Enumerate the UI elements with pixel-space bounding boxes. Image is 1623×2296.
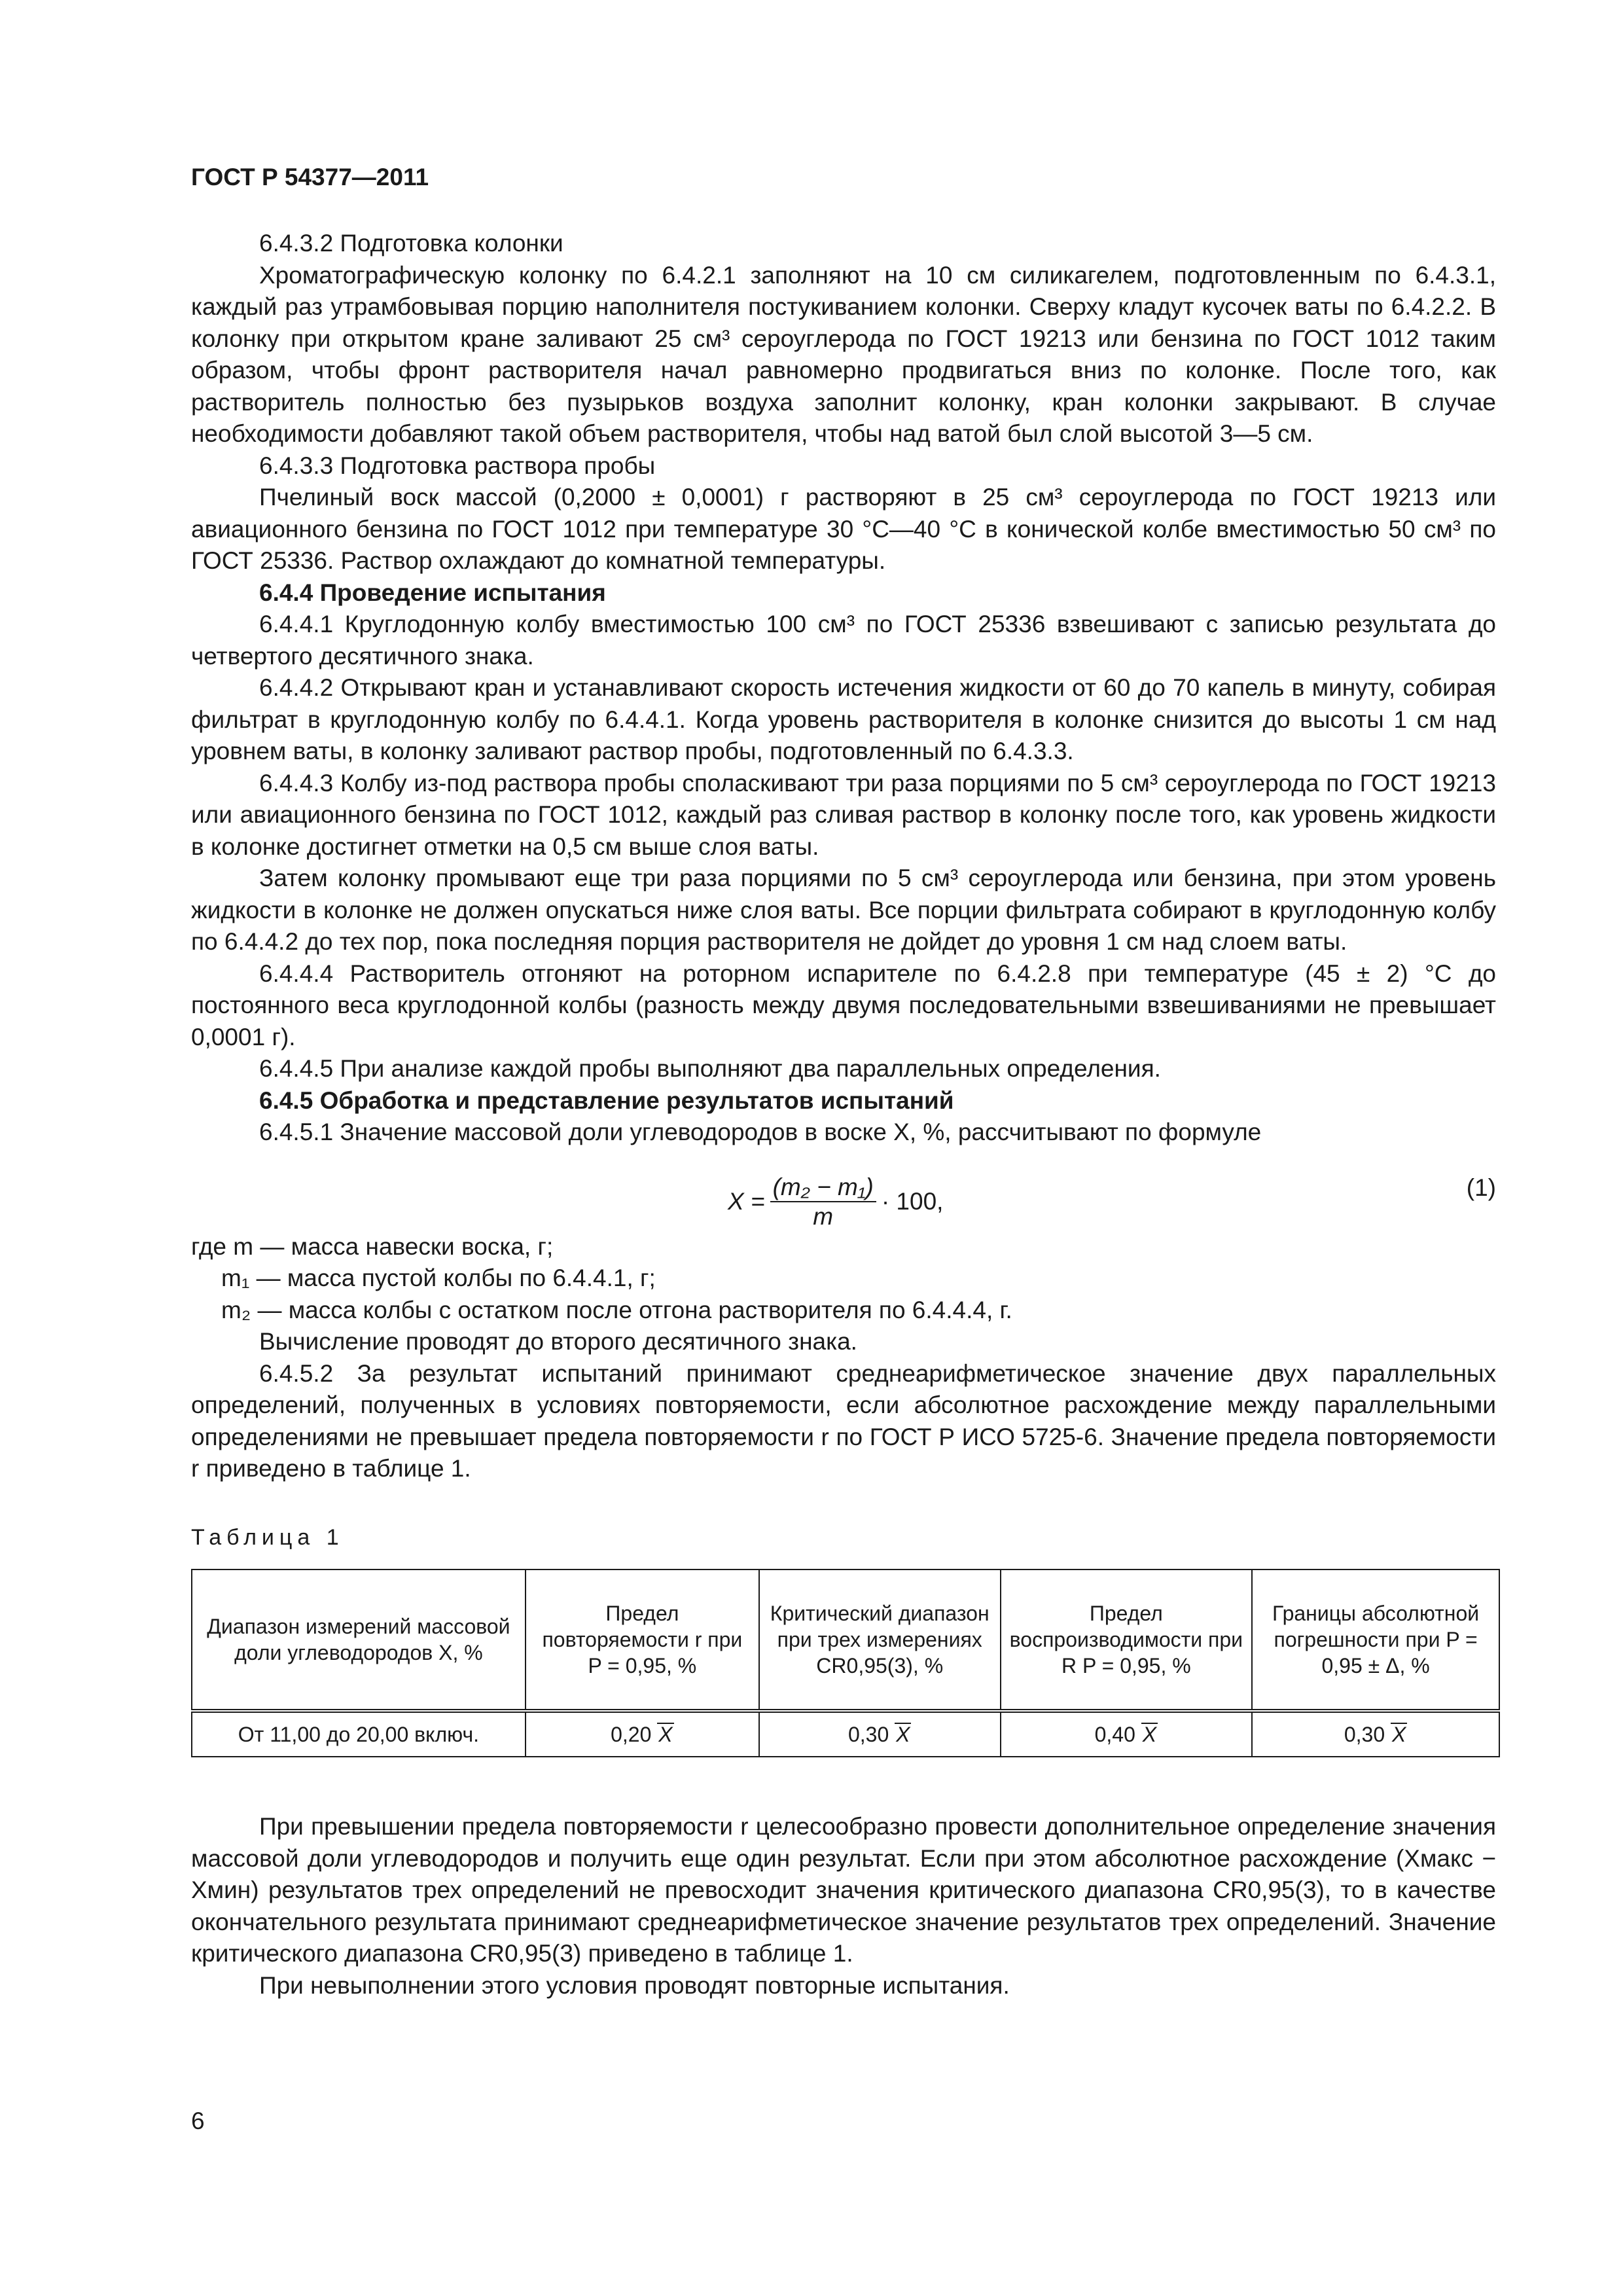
formula-1 <box>191 1155 1496 1230</box>
formula-numerator: (m₂ − m₁) <box>770 1174 876 1202</box>
cell-error-bounds: 0,30 X <box>1252 1711 1499 1757</box>
formula-rhs: · 100, <box>881 1188 944 1215</box>
x-bar-symbol: X <box>1142 1723 1157 1746</box>
header-range: Диапазон измерений массовой доли углеводородов X, % <box>192 1570 526 1711</box>
paragraph-repeat-tests: При невыполнении этого условия проводят повторные испытания. <box>259 1971 1010 1999</box>
legend-m1: m₁ — масса пустой колбы по 6.4.4.1, г; <box>221 1265 656 1291</box>
paragraph-6-4-4-2: 6.4.4.2 Открывают кран и устанавливают скорость истечения жидкости от 60 до 70 капель в минуту, собирая фильтрат в круглодонную колбу по 6.4.4.1. Когда уровень растворителя в колонке снизится до высоты 1 см над уровнем ваты, в колонку заливают раствор пробы, подготовленный по 6.4.3.3. <box>191 674 1496 764</box>
page-number: 6 <box>191 2108 205 2134</box>
paragraph-6-4-4-4: 6.4.4.4 Растворитель отгоняют на роторном испарителе по 6.4.2.8 при температуре (45 ± 2) °С до постоянного веса круглодонной колбы (разность между двумя последовательными взвешиваниями не превышает 0,0001 г). <box>191 960 1496 1050</box>
legend-m: где m — масса навески воска, г; <box>191 1232 554 1260</box>
cell-reproducibility: 0,40 X <box>1001 1711 1253 1757</box>
paragraph-6-4-4-3: 6.4.4.3 Колбу из-под раствора пробы споласкивают три раза порциями по 5 см³ сероуглерода по ГОСТ 19213 или авиационного бензина по ГОСТ 1012, каждый раз сливая раствор в колонку после того, как уровень жидкости в колонке достигнет отметки на 0,5 см выше слоя ваты. <box>191 769 1496 860</box>
results-table <box>191 1569 1500 1757</box>
paragraph-6-4-5-1: 6.4.5.1 Значение массовой доли углеводородов в воске X, %, рассчитывают по формуле <box>259 1119 1262 1145</box>
cell-critical-range: 0,30 X <box>759 1711 1001 1757</box>
formula-fraction <box>770 1174 876 1231</box>
section-title-6-4-3-2: 6.4.3.2 Подготовка колонки <box>259 230 563 257</box>
cell-range: От 11,00 до 20,00 включ. <box>192 1711 526 1757</box>
table-caption: Таблица 1 <box>191 1524 344 1550</box>
header-repeatability: Предел повторяемости r при P = 0,95, % <box>526 1570 759 1711</box>
section-title-6-4-5: 6.4.5 Обработка и представление результатов испытаний <box>259 1086 954 1114</box>
legend-m2: m₂ — масса колбы с остатком после отгона растворителя по 6.4.4.4, г. <box>221 1296 1012 1323</box>
formula-denominator: m <box>813 1202 834 1230</box>
calculation-note: Вычисление проводят до второго десятичного знака. <box>259 1328 857 1355</box>
formula-legend <box>191 1231 1496 1327</box>
formula-lhs: X = <box>728 1188 765 1215</box>
document-header: ГОСТ Р 54377—2011 <box>191 164 429 190</box>
header-error-bounds: Границы абсолютной погрешности при P = 0,95 ± Δ, % <box>1252 1570 1499 1711</box>
paragraph-6-4-3-2: Хроматографическую колонку по 6.4.2.1 заполняют на 10 см силикагелем, подготовленным по 6.4.3.1, каждый раз утрамбовывая порцию наполнителя постукиванием колонки. Сверху кладут кусочек ваты по 6.4.2.2. В колонку при открытом кране заливают 25 см³ сероуглерода по ГОСТ 19213 или бензина по ГОСТ 1012 таким образом, чтобы фронт растворителя начал равномерно продвигаться вниз по колонке. После того, как растворитель полностью без пузырьков воздуха заполнит колонку, кран колонки закрывают. В случае необходимости добавляют такой объем растворителя, чтобы над ватой был слой высотой 3—5 см. <box>191 261 1496 447</box>
x-bar-symbol: X <box>896 1723 910 1746</box>
paragraph-6-4-3-3: Пчелиный воск массой (0,2000 ± 0,0001) г растворяют в 25 см³ сероуглерода по ГОСТ 19213 или авиационного бензина по ГОСТ 1012 при температуре 30 °С—40 °С в конической колбе вместимостью 50 см³ по ГОСТ 25336. Раствор охлаждают до комнатной температуры. <box>191 484 1496 574</box>
cell-repeatability: 0,20 X <box>526 1711 759 1757</box>
paragraph-6-4-4-3-continued: Затем колонку промывают еще три раза порциями по 5 см³ сероуглерода или бензина, при этом уровень жидкости в колонке не должен опускаться ниже слоя ваты. Все порции фильтрата собирают в круглодонную колбу по 6.4.4.2 до тех пор, пока последняя порция растворителя не дойдет до уровня 1 см над слоем ваты. <box>191 865 1496 955</box>
section-title-6-4-4: 6.4.4 Проведение испытания <box>259 579 606 606</box>
header-critical-range: Критический диапазон при трех измерениях CR0,95(3), % <box>759 1570 1001 1711</box>
document-body <box>191 228 1496 2001</box>
x-bar-symbol: X <box>658 1723 673 1746</box>
section-title-6-4-3-3: 6.4.3.3 Подготовка раствора пробы <box>259 452 656 479</box>
x-bar-symbol: X <box>1392 1723 1406 1746</box>
paragraph-6-4-5-2: 6.4.5.2 За результат испытаний принимают среднеарифметическое значение двух параллельных определений, полученных в условиях повторяемости, если абсолютное расхождение между параллельными определениями не превышает предела повторяемости r по ГОСТ Р ИСО 5725-6. Значение предела повторяемости r приведено в таблице 1. <box>191 1359 1496 1482</box>
paragraph-6-4-4-1: 6.4.4.1 Круглодонную колбу вместимостью 100 см³ по ГОСТ 25336 взвешивают с записью результата до четвертого десятичного знака. <box>191 611 1496 670</box>
paragraph-exceed-repeatability: При превышении предела повторяемости r целесообразно провести дополнительное определение значения массовой доли углеводородов и получить еще один результат. Если при этом абсолютное расхождение (Xмакс − Xмин) результатов трех определений не превосходит значения критического диапазона CR0,95(3), то в качестве окончательного результата принимают среднеарифметическое значение результатов трех определений. Значение критического диапазона CR0,95(3) приведено в таблице 1. <box>191 1813 1496 1967</box>
table-row <box>192 1711 1499 1757</box>
table-header-row <box>192 1570 1499 1711</box>
formula-number: (1) <box>1466 1174 1496 1201</box>
paragraph-6-4-4-5: 6.4.4.5 При анализе каждой пробы выполняют два параллельных определения. <box>259 1055 1161 1082</box>
header-reproducibility: Предел воспроизводимости при R P = 0,95, % <box>1001 1570 1253 1711</box>
